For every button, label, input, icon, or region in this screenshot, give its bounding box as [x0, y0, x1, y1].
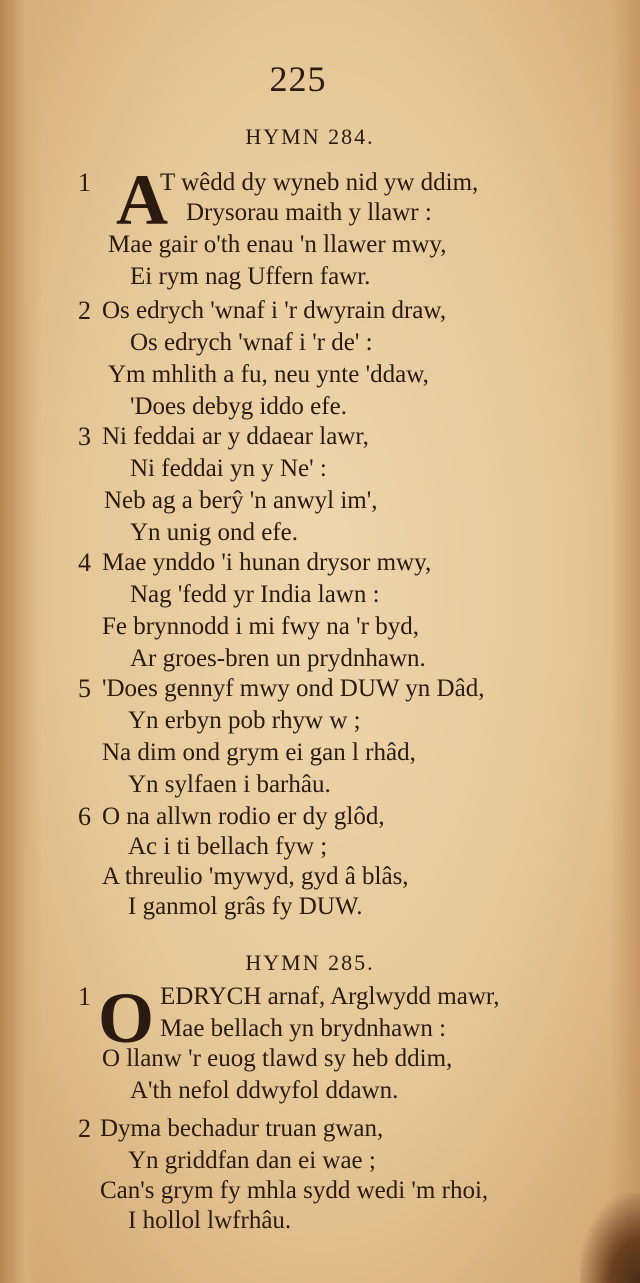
page-edge-right — [610, 0, 640, 1283]
verse-line: I ganmol grâs fy DUW. — [128, 893, 363, 920]
drop-cap: A — [116, 160, 168, 240]
verse-number: 2 — [78, 296, 91, 325]
verse-line: Na dim ond grym ei gan l rhâd, — [102, 739, 416, 766]
verse-line: Neb ag a berŷ 'n anwyl im', — [104, 487, 378, 514]
verse-line: Os edrych 'wnaf i 'r de' : — [130, 329, 373, 356]
verse-line: O na allwn rodio er dy glôd, — [102, 803, 385, 830]
verse-line: Nag 'fedd yr India lawn : — [130, 581, 380, 608]
verse-line: Os edrych 'wnaf i 'r dwyrain draw, — [102, 297, 447, 324]
verse-line: Ni feddai yn y Ne' : — [130, 455, 327, 482]
hymn-title: HYMN 284. — [245, 124, 375, 149]
verse-number: 5 — [78, 674, 91, 703]
verse-line: Ni feddai ar y ddaear lawr, — [102, 423, 369, 450]
verse-line: A'th nefol ddwyfol ddawn. — [130, 1077, 399, 1104]
verse-line: Dyma bechadur truan gwan, — [100, 1115, 384, 1142]
page-number: 225 — [269, 59, 327, 99]
verse-number: 6 — [78, 802, 91, 831]
verse-line: Yn unig ond efe. — [130, 519, 299, 546]
corner-stain — [580, 1193, 640, 1283]
verse-line: Ar groes-bren un prydnhawn. — [130, 645, 426, 672]
verse-line: 'Does debyg iddo efe. — [130, 393, 347, 420]
verse-line: EDRYCH arnaf, Arglwydd mawr, — [160, 983, 500, 1010]
verse-line: Mae ynddo 'i hunan drysor mwy, — [102, 549, 432, 576]
verse-number: 1 — [78, 982, 91, 1011]
verse-line: Yn sylfaen i barhâu. — [128, 771, 331, 798]
verse-line: Drysorau maith y llawr : — [186, 199, 432, 226]
verse-number: 2 — [78, 1114, 91, 1143]
verse-line: Can's grym fy mhla sydd wedi 'm rhoi, — [100, 1177, 489, 1204]
verse-line: Yn griddfan dan ei wae ; — [128, 1147, 376, 1174]
verse-number: 1 — [78, 168, 91, 197]
page-edge-left — [0, 0, 42, 1283]
hymn-title: HYMN 285. — [245, 950, 375, 975]
drop-cap: O — [98, 978, 155, 1058]
verse-line: Fe brynnodd i mi fwy na 'r byd, — [102, 613, 419, 640]
verse-line: Mae gair o'th enau 'n llawer mwy, — [108, 231, 447, 258]
verse-line: Ac i ti bellach fyw ; — [128, 833, 328, 860]
verse-line: O llanw 'r euog tlawd sy heb ddim, — [102, 1045, 453, 1072]
verse-number: 4 — [78, 548, 91, 577]
verse-line: 'Does gennyf mwy ond DUW yn Dâd, — [102, 675, 485, 702]
verse-line: T wêdd dy wyneb nid yw ddim, — [160, 169, 479, 196]
verse-line: Ei rym nag Uffern fawr. — [130, 263, 371, 290]
verse-line: Ym mhlith a fu, neu ynte 'ddaw, — [108, 361, 429, 388]
verse-line: I hollol lwfrhâu. — [128, 1207, 292, 1234]
verse-number: 3 — [78, 422, 91, 451]
verse-line: A threulio 'mywyd, gyd â blâs, — [102, 863, 409, 890]
verse-line: Mae bellach yn brydnhawn : — [160, 1015, 447, 1042]
verse-line: Yn erbyn pob rhyw w ; — [128, 707, 361, 734]
